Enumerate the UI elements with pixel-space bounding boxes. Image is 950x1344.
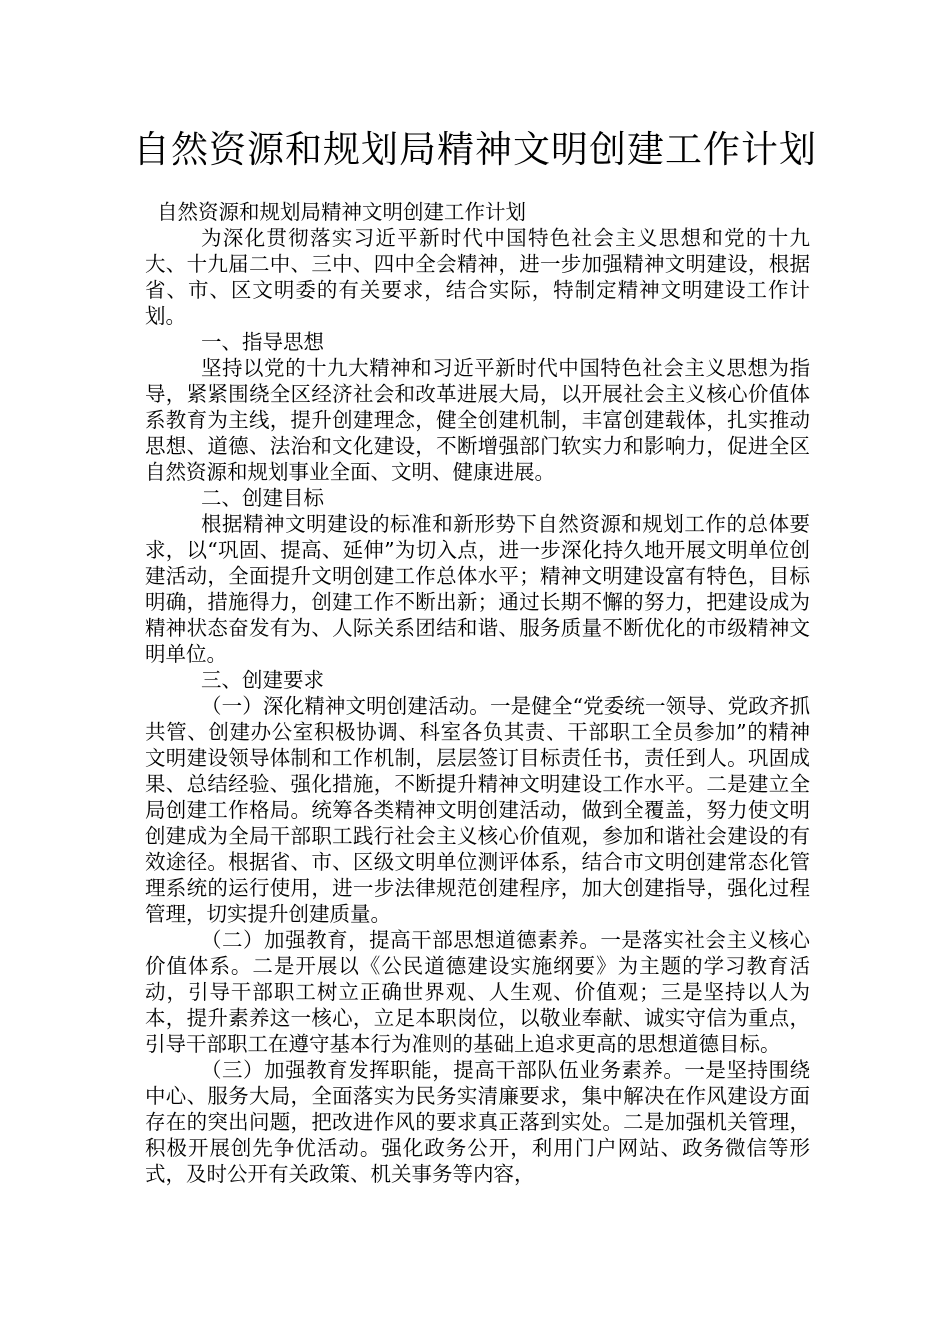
section-paragraph: 坚持以党的十九大精神和习近平新时代中国特色社会主义思想为指导，紧紧围绕全区经济社会和改革进展大局，以开展社会主义核心价值体系教育为主线，提升创建理念，健全创建机制，丰富创建载体，扎实推动思想、道德、法治和文化建设，不断增强部门软实力和影响力，促进全区自然资源和规划事业全面、文明、健康进展。	[145, 356, 810, 484]
document-title: 自然资源和规划局精神文明创建工作计划	[133, 128, 817, 171]
section-paragraph: （一）深化精神文明创建活动。一是健全“党委统一领导、党政齐抓共管、创建办公室积极协调、科室各负其责、干部职工全员参加”的精神文明建设领导体制和工作机制，层层签订目标责任书，责任到人。巩固成果、总结经验、强化措施，不断提升精神文明建设工作水平。二是建立全局创建工作格局。统筹各类精神文明创建活动，做到全覆盖，努力使文明创建成为全局干部职工践行社会主义核心价值观，参加和谐社会建设的有效途径。根据省、市、区级文明单位测评体系，结合市文明创建常态化管理系统的运行使用，进一步法律规范创建程序，加大创建指导，强化过程管理，切实提升创建质量。	[145, 694, 810, 926]
section-paragraph: （三）加强教育发挥职能，提高干部队伍业务素养。一是坚持围绕中心、服务大局，全面落实为民务实清廉要求，集中解决在作风建设方面存在的突出问题，把改进作风的要求真正落到实处。二是加强机关管理，积极开展创先争优活动。强化政务公开，利用门户网站、政务微信等形式，及时公开有关政策、机关事务等内容，	[145, 1058, 810, 1186]
section-heading-guiding-ideology: 一、指导思想	[201, 330, 324, 354]
section-heading-requirements: 三、创建要求	[201, 668, 324, 692]
section-heading-goals: 二、创建目标	[201, 486, 324, 510]
section-paragraph: （二）加强教育，提高干部思想道德素养。一是落实社会主义核心价值体系。二是开展以《公民道德建设实施纲要》为主题的学习教育活动，引导干部职工树立正确世界观、人生观、价值观；三是坚持以人为本，提升素养这一核心，立足本职岗位，以敬业奉献、诚实守信为重点，引导干部职工在遵守基本行为准则的基础上追求更高的思想道德目标。	[145, 928, 810, 1056]
section-paragraph: 根据精神文明建设的标准和新形势下自然资源和规划工作的总体要求，以“巩固、提高、延伸”为切入点，进一步深化持久地开展文明单位创建活动，全面提升文明创建工作总体水平；精神文明建设富有特色，目标明确，措施得力，创建工作不断出新；通过长期不懈的努力，把建设成为精神状态奋发有为、人际关系团结和谐、服务质量不断优化的市级精神文明单位。	[145, 512, 810, 666]
document-subtitle: 自然资源和规划局精神文明创建工作计划	[157, 200, 526, 224]
document-body	[145, 199, 810, 1187]
intro-paragraph: 为深化贯彻落实习近平新时代中国特色社会主义思想和党的十九大、十九届二中、三中、四中全会精神，进一步加强精神文明建设，根据省、市、区文明委的有关要求，结合实际，特制定精神文明建设工作计划。	[145, 226, 810, 328]
